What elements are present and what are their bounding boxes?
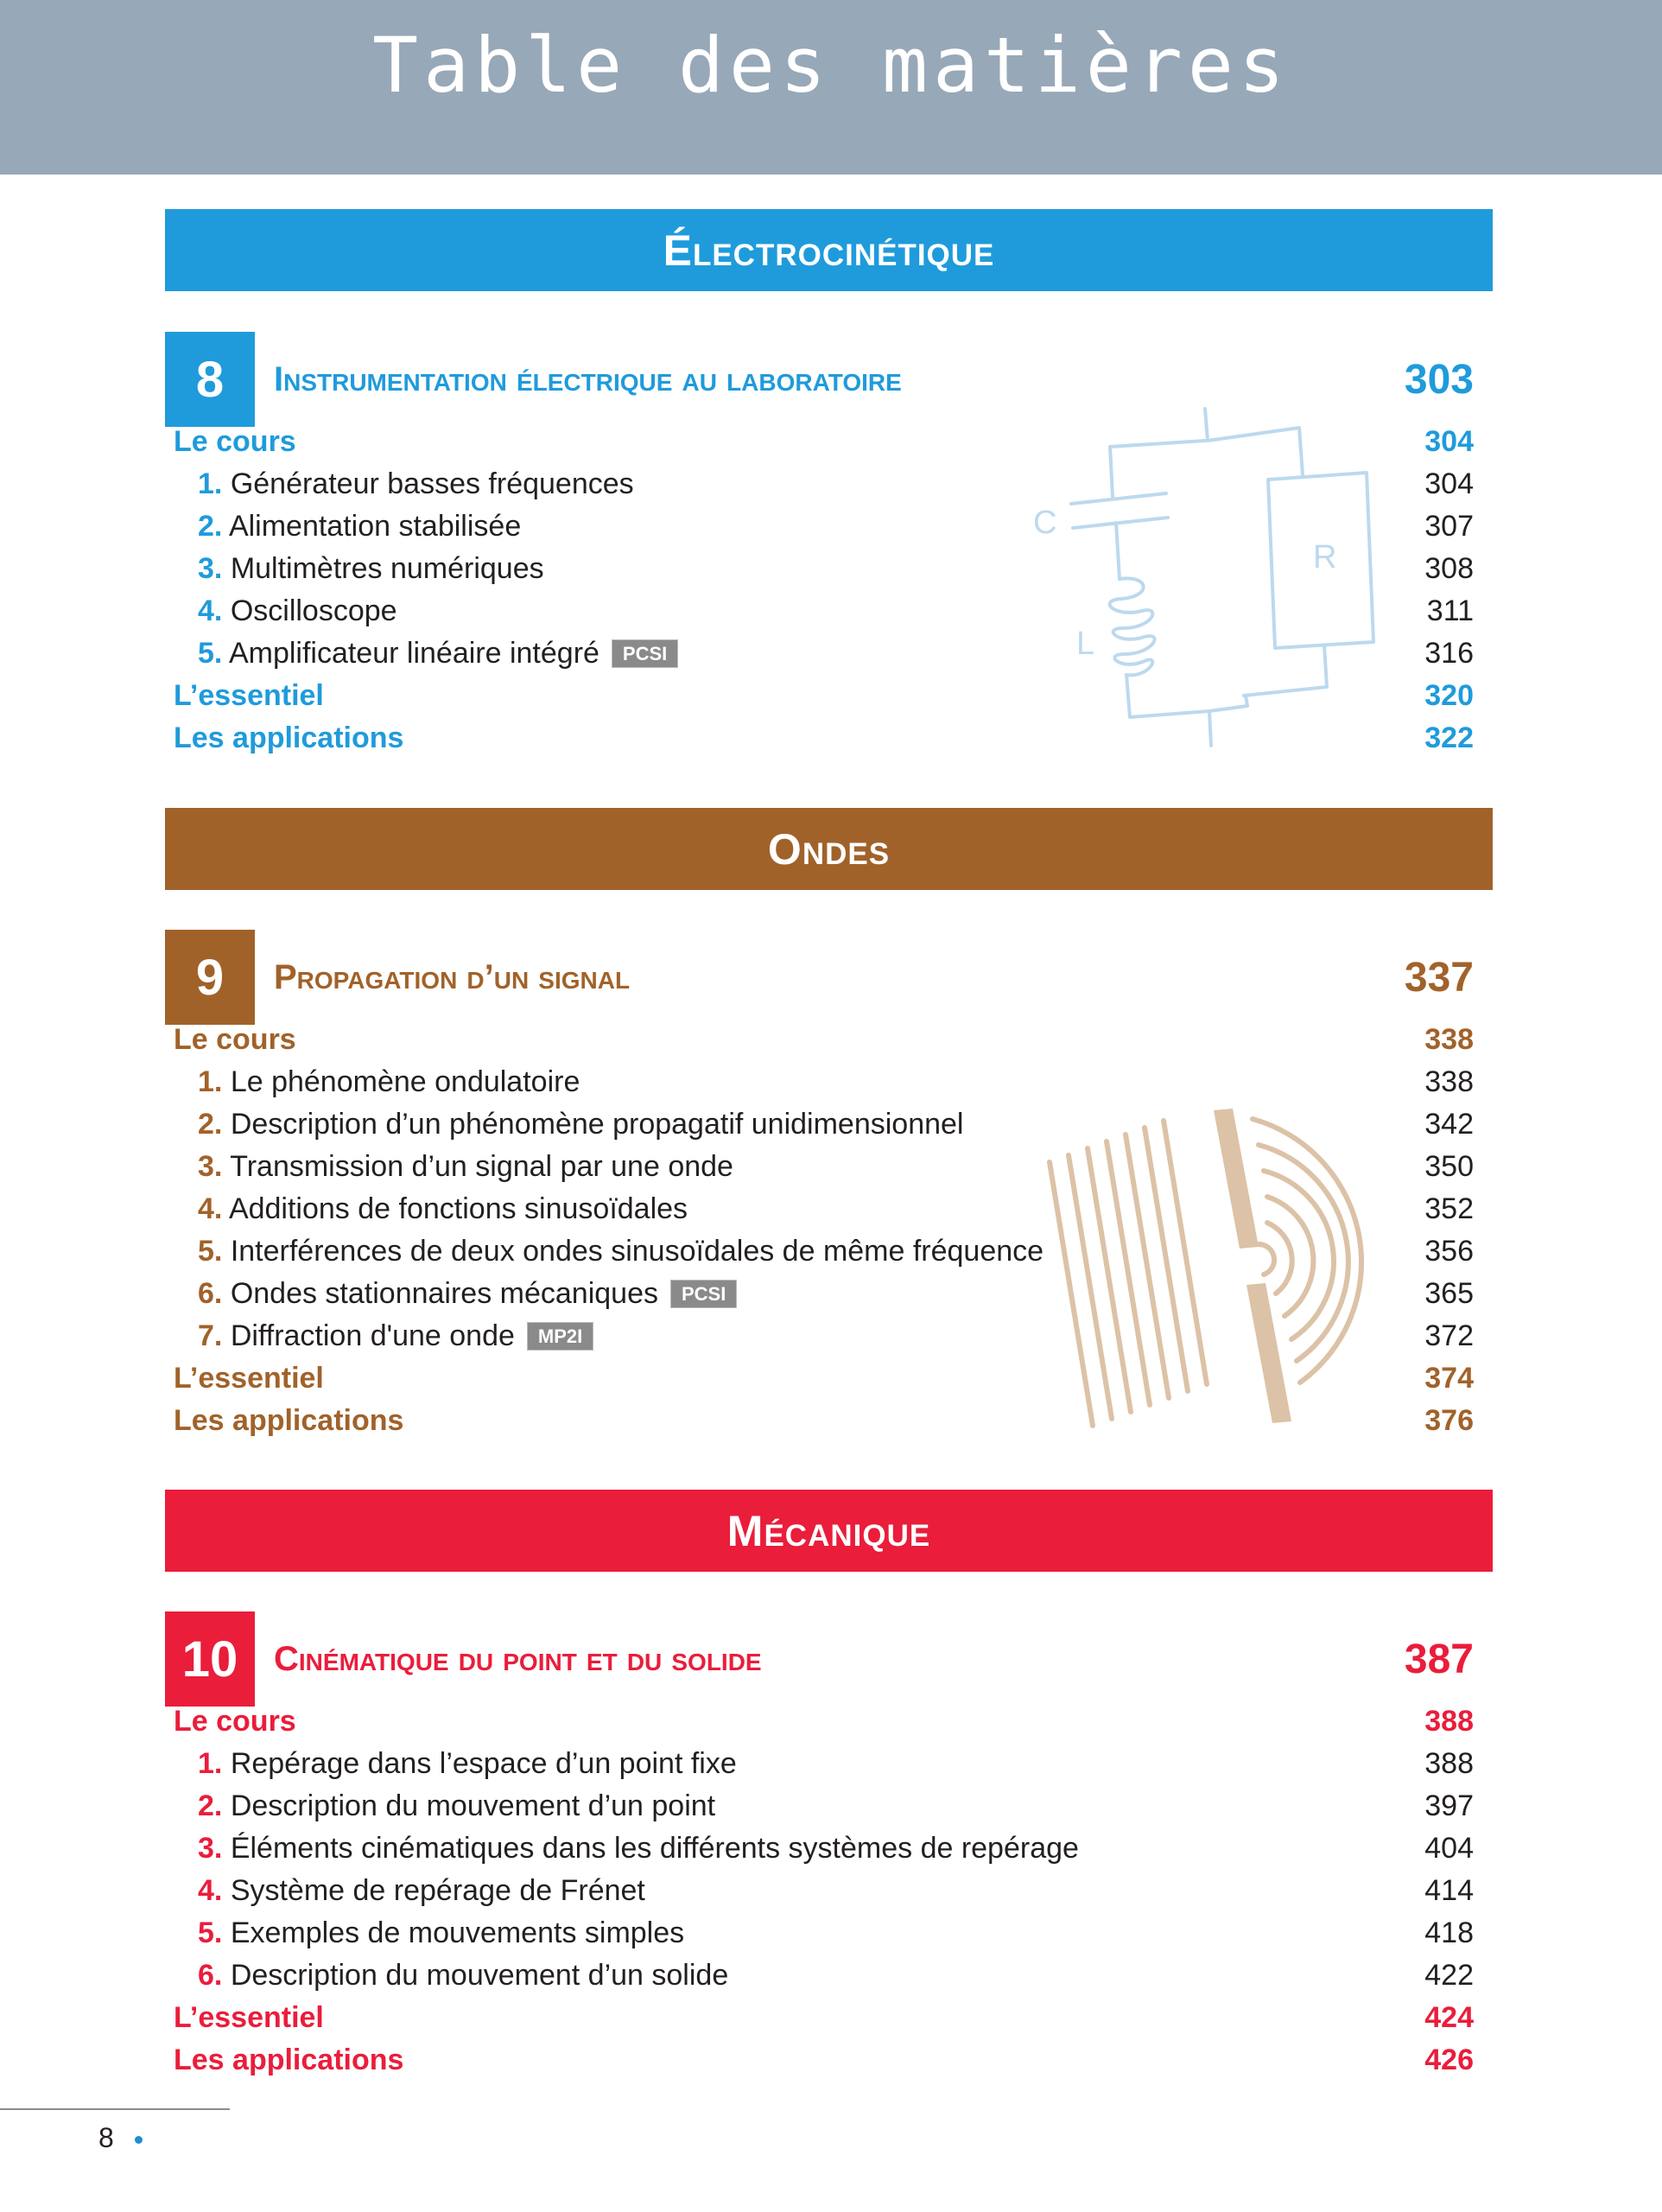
row-page: 342 xyxy=(1424,1108,1474,1141)
row-page: 304 xyxy=(1424,425,1474,458)
row-page: 356 xyxy=(1424,1235,1474,1268)
chapter-title: Cinématique du point et du solide xyxy=(274,1639,762,1678)
chapter-number: 10 xyxy=(165,1611,255,1707)
toc-row-item[interactable] xyxy=(165,1061,1474,1103)
item-label: Alimentation stabilisée xyxy=(228,510,522,543)
chapter-page: 337 xyxy=(1404,954,1474,1001)
row-page: 320 xyxy=(1424,679,1474,712)
row-page: 404 xyxy=(1424,1832,1474,1865)
row-page: 388 xyxy=(1424,1705,1474,1738)
item-number: 2. xyxy=(198,510,223,543)
item-number: 4. xyxy=(198,594,223,627)
item-label: Description du mouvement d’un point xyxy=(230,1789,716,1822)
toc-row-essentiel[interactable] xyxy=(165,1997,1474,2039)
row-page: 304 xyxy=(1424,467,1474,500)
item-number: 2. xyxy=(198,1108,223,1141)
item-label: Générateur basses fréquences xyxy=(230,467,634,500)
item-number: 7. xyxy=(198,1319,223,1352)
toc-row-applications[interactable] xyxy=(165,2039,1474,2082)
toc-row-item[interactable] xyxy=(165,1870,1474,1912)
row-page: 388 xyxy=(1424,1747,1474,1780)
item-number: 5. xyxy=(198,1916,223,1949)
row-page: 426 xyxy=(1424,2044,1474,2076)
item-label: Amplificateur linéaire intégré xyxy=(228,637,599,670)
section-band-electrocinetique: Électrocinétique xyxy=(165,209,1493,291)
row-page: 308 xyxy=(1424,552,1474,585)
row-page: 418 xyxy=(1424,1916,1474,1949)
chapter-title: Propagation d’un signal xyxy=(274,957,631,996)
chapter-title: Instrumentation électrique au laboratoire xyxy=(274,359,902,398)
row-page: 311 xyxy=(1426,594,1474,627)
row-page: 414 xyxy=(1424,1874,1474,1907)
row-label: L’essentiel xyxy=(174,679,324,712)
section-band-mecanique: Mécanique xyxy=(165,1490,1493,1572)
resistor-label: R xyxy=(1313,539,1337,575)
row-label: Les applications xyxy=(174,2044,404,2076)
chapter-number: 9 xyxy=(165,930,255,1025)
row-page: 372 xyxy=(1424,1319,1474,1352)
toc-row-cours[interactable] xyxy=(165,1700,1474,1743)
row-label: Les applications xyxy=(174,721,404,754)
pcsi-badge: PCSI xyxy=(612,639,678,668)
chapter-10-header[interactable] xyxy=(165,1611,1493,1707)
item-number: 1. xyxy=(198,1747,223,1780)
item-number: 4. xyxy=(198,1874,223,1907)
row-page: 352 xyxy=(1424,1192,1474,1225)
item-label: Exemples de mouvements simples xyxy=(230,1916,685,1949)
toc-row-item[interactable] xyxy=(165,1785,1474,1827)
chapter-page: 387 xyxy=(1404,1636,1474,1682)
capacitor-label: C xyxy=(1033,505,1057,541)
toc-row-item[interactable] xyxy=(165,1827,1474,1870)
page-title: Table des matières xyxy=(372,21,1290,110)
toc-row-cours[interactable] xyxy=(165,1019,1474,1061)
chapter-9-header[interactable] xyxy=(165,930,1493,1025)
item-label: Description d’un phénomène propagatif unidimensionnel xyxy=(230,1108,964,1141)
section-band-ondes: Ondes xyxy=(165,808,1493,890)
item-label: Diffraction d'une onde xyxy=(230,1319,515,1352)
item-label: Interférences de deux ondes sinusoïdales de même fréquence xyxy=(230,1235,1044,1268)
diffraction-illustration xyxy=(1041,1102,1404,1439)
row-page: 307 xyxy=(1424,510,1474,543)
item-number: 3. xyxy=(198,1832,223,1865)
row-page: 322 xyxy=(1424,721,1474,754)
item-label: Système de repérage de Frénet xyxy=(230,1874,645,1907)
row-page: 316 xyxy=(1424,637,1474,670)
item-number: 2. xyxy=(198,1789,223,1822)
rlc-circuit-illustration xyxy=(1019,402,1382,756)
item-label: Transmission d’un signal par une onde xyxy=(230,1150,733,1183)
row-page: 338 xyxy=(1424,1065,1474,1098)
item-label: Additions de fonctions sinusoïdales xyxy=(228,1192,688,1225)
row-label: Le cours xyxy=(174,1705,296,1738)
mp2i-badge: MP2I xyxy=(527,1322,593,1351)
row-page: 338 xyxy=(1424,1023,1474,1056)
item-number: 3. xyxy=(198,552,223,585)
row-page: 365 xyxy=(1424,1277,1474,1310)
row-label: Les applications xyxy=(174,1404,404,1437)
item-label: Ondes stationnaires mécaniques xyxy=(230,1277,658,1310)
item-number: 6. xyxy=(198,1959,223,1992)
item-label: Repérage dans l’espace d’un point fixe xyxy=(230,1747,737,1780)
item-label: Multimètres numériques xyxy=(230,552,544,585)
item-number: 1. xyxy=(198,1065,223,1098)
item-label: Oscilloscope xyxy=(230,594,397,627)
row-page: 422 xyxy=(1424,1959,1474,1992)
footer-rule xyxy=(0,2108,230,2110)
footer-page-number: 8 xyxy=(98,2122,114,2153)
toc-row-item[interactable] xyxy=(165,1912,1474,1955)
item-number: 5. xyxy=(198,1235,223,1268)
row-label: L’essentiel xyxy=(174,2001,324,2034)
row-label: Le cours xyxy=(174,1023,296,1056)
toc-row-item[interactable] xyxy=(165,1955,1474,1997)
row-label: Le cours xyxy=(174,425,296,458)
item-number: 3. xyxy=(198,1150,223,1183)
row-page: 376 xyxy=(1424,1404,1474,1437)
row-page: 374 xyxy=(1424,1362,1474,1395)
item-label: Éléments cinématiques dans les différents systèmes de repérage xyxy=(230,1832,1079,1865)
item-number: 6. xyxy=(198,1277,223,1310)
row-page: 397 xyxy=(1424,1789,1474,1822)
item-number: 1. xyxy=(198,467,223,500)
toc-row-item[interactable] xyxy=(165,1743,1474,1785)
row-label: L’essentiel xyxy=(174,1362,324,1395)
item-label: Description du mouvement d’un solide xyxy=(230,1959,729,1992)
inductor-label: L xyxy=(1076,626,1095,662)
chapter-page: 303 xyxy=(1404,356,1474,403)
row-page: 424 xyxy=(1424,2001,1474,2034)
item-label: Le phénomène ondulatoire xyxy=(230,1065,580,1098)
item-number: 4. xyxy=(198,1192,223,1225)
row-page: 350 xyxy=(1424,1150,1474,1183)
chapter-number: 8 xyxy=(165,332,255,427)
pcsi-badge: PCSI xyxy=(670,1280,737,1308)
item-number: 5. xyxy=(198,637,223,670)
footer-bullet-icon xyxy=(135,2136,143,2144)
